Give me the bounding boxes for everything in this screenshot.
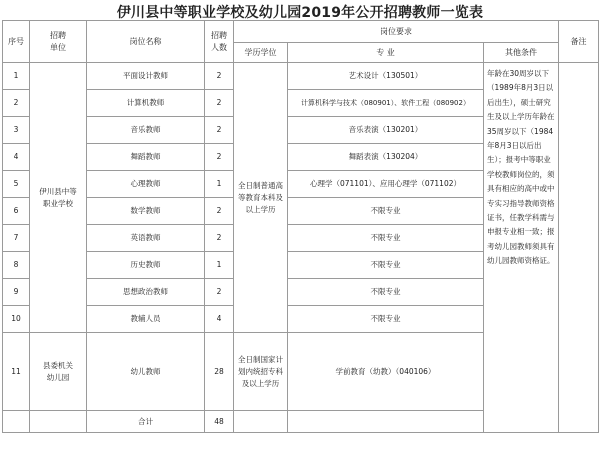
position-cell: 心理教师: [87, 171, 205, 198]
count-cell: 2: [205, 144, 234, 171]
degree-cell: 全日制国家计 划内统招专科 及以上学历: [234, 333, 288, 411]
total-label: 合计: [87, 411, 205, 433]
row-no: 2: [3, 90, 30, 117]
position-cell: 思想政治教师: [87, 279, 205, 306]
count-cell: 2: [205, 198, 234, 225]
degree-cell: 全日制普通高 等教育本科及 以上学历: [234, 63, 288, 333]
count-cell: 2: [205, 117, 234, 144]
recruitment-table: [2, 20, 599, 433]
major-cell: 音乐表演（130201）: [288, 117, 484, 144]
total-major-cell: [288, 411, 484, 433]
major-cell: 不限专业: [288, 279, 484, 306]
row-no: 11: [3, 333, 30, 411]
major-cell: 计算机科学与技术（080901）、软件工程（080902）: [288, 90, 484, 117]
header-requirements: 岗位要求: [234, 21, 559, 43]
position-cell: 教辅人员: [87, 306, 205, 333]
row-no: 3: [3, 117, 30, 144]
row-no: 9: [3, 279, 30, 306]
count-cell: 4: [205, 306, 234, 333]
header-count: 招聘 人数: [205, 21, 234, 63]
row-no: 5: [3, 171, 30, 198]
count-cell: 28: [205, 333, 234, 411]
position-cell: 英语教师: [87, 225, 205, 252]
count-cell: 1: [205, 171, 234, 198]
major-cell: 不限专业: [288, 198, 484, 225]
row-no: 7: [3, 225, 30, 252]
remark-cell: [559, 63, 599, 433]
major-cell: 不限专业: [288, 225, 484, 252]
header-no: 序号: [3, 21, 30, 63]
unit-cell: 县委机关 幼儿园: [30, 333, 87, 411]
count-cell: 2: [205, 279, 234, 306]
other-conditions-cell: 年龄在30周岁以下（1989年8月3日以后出生），硕士研究生及以上学历年龄在35周岁以下（1984年8月3日以后出生）；报考中等职业学校教师岗位的，须具有相应的高中或中专实习指导教师资格证书，任教学科需与申报专业相一致；报考幼儿园教师须具有幼儿园教师资格证。: [484, 63, 559, 433]
count-cell: 2: [205, 90, 234, 117]
major-cell: 艺术设计（130501）: [288, 63, 484, 90]
total-unit-cell: [30, 411, 87, 433]
total-count: 48: [205, 411, 234, 433]
position-cell: 历史教师: [87, 252, 205, 279]
row-no: 10: [3, 306, 30, 333]
major-cell: 不限专业: [288, 306, 484, 333]
header-degree: 学历学位: [234, 43, 288, 63]
header-unit: 招聘 单位: [30, 21, 87, 63]
major-cell: 心理学（071101）、应用心理学（071102）: [288, 171, 484, 198]
count-cell: 2: [205, 225, 234, 252]
major-cell: 不限专业: [288, 252, 484, 279]
header-major: 专 业: [288, 43, 484, 63]
major-cell: 舞蹈表演（130204）: [288, 144, 484, 171]
position-cell: 音乐教师: [87, 117, 205, 144]
unit-cell: 伊川县中等 职业学校: [30, 63, 87, 333]
row-no: 6: [3, 198, 30, 225]
count-cell: 2: [205, 63, 234, 90]
position-cell: 计算机教师: [87, 90, 205, 117]
position-cell: 舞蹈教师: [87, 144, 205, 171]
page-title: 伊川县中等职业学校及幼儿园2019年公开招聘教师一览表: [116, 5, 484, 21]
row-no: 8: [3, 252, 30, 279]
row-no: 4: [3, 144, 30, 171]
major-cell: 学前教育（幼教）（040106）: [288, 333, 484, 411]
position-cell: 数学教师: [87, 198, 205, 225]
total-degree-cell: [234, 411, 288, 433]
row-no: 1: [3, 63, 30, 90]
header-other: 其他条件: [484, 43, 559, 63]
position-cell: 幼儿教师: [87, 333, 205, 411]
count-cell: 1: [205, 252, 234, 279]
table-row: [3, 63, 599, 90]
header-remark: 备注: [559, 21, 599, 63]
total-no-cell: [3, 411, 30, 433]
header-position: 岗位名称: [87, 21, 205, 63]
position-cell: 平面设计教师: [87, 63, 205, 90]
